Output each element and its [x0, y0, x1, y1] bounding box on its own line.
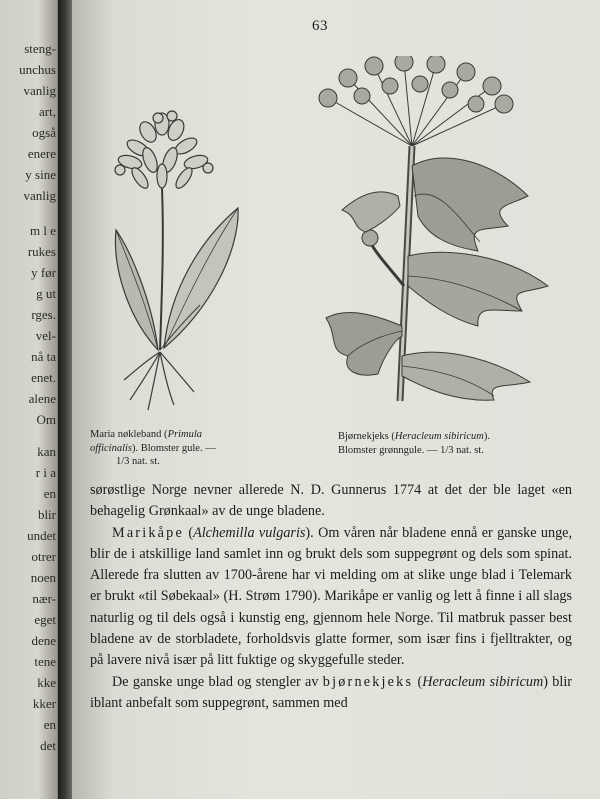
marikape-text: Om våren når bladene ennå er ganske unge, blir de i atskillige land samlet inn og brukt dels som suppegrønt og dels som spinat. Allerede fra slutten av 1700-årene har vi melding om at slike unge blad i Telemark er brukt «til Søbekaal» (H. Strøm 1790). Marikåpe er vanlig og lett å finne i all slags naturlig og til dels også i kunstig eng, gjennom hele Norge. Til matbruk passer best bladene av de storbladete, forholdsvis glatte former, som især fins i fjelltrakter, og på lavere nivå især på litt fuktige og skyggefulle steder. [90, 524, 573, 669]
bjornekjeks-text: blir iblant anbefalt som suppegrønt, sammen med [90, 673, 572, 711]
latin-heracleum: Heracleum sibiricum [422, 673, 544, 690]
left-page-line: y før [31, 265, 56, 280]
left-page-line: r i a [35, 465, 56, 480]
term-marikape: Marikåpe [112, 524, 184, 541]
left-page-line: vanlig [23, 188, 56, 203]
left-facing-page [0, 0, 64, 799]
left-page-line: rges. [31, 307, 56, 322]
term-bjornekjeks: bjørnekjeks [322, 673, 414, 690]
paragraph-bjornekjeks: De ganske unge blad og stengler av bjørnekjeks (Heracleum sibiricum) blir iblant anbefalt som suppegrønt, sammen med [90, 673, 572, 711]
primula-caption-text: Maria nøkleband ( [90, 429, 168, 440]
primula-caption [90, 428, 270, 469]
left-page-line: nær- [32, 591, 56, 606]
left-page-line: kan [37, 444, 56, 459]
left-page-line: enere [27, 146, 56, 161]
left-page-line: m l e [30, 223, 56, 238]
body-text [90, 480, 572, 714]
left-page-line: unchus [19, 62, 56, 77]
primula-color: ). Blomster gule. — [132, 442, 216, 454]
primula-genus: Primula [167, 429, 202, 440]
paragraph-gunnerus: sørøstlige Norge nevner allerede N. D. Gunnerus 1774 at det der ble laget «en behagelig Grønkaal» av de unge bladene. [90, 482, 572, 520]
left-page-line: undet [27, 528, 56, 543]
left-page-line: y sine [25, 167, 56, 182]
left-page-line: en [43, 717, 56, 732]
left-page-line: noen [30, 570, 56, 585]
left-page-line: steng- [24, 41, 56, 56]
left-page-line: art, [39, 104, 56, 119]
primula-species: officinalis [90, 442, 132, 454]
left-page-line: tene [34, 654, 56, 669]
left-page-line: rukes [27, 244, 56, 259]
left-page-line: kke [37, 675, 56, 690]
left-page-line: blir [37, 507, 56, 522]
paragraph-marikape: Marikåpe (Alchemilla vulgaris). Om våren når bladene ennå er ganske unge, blir de i atskillige land samlet inn og brukt dels som suppegrønt og dels som spinat. Allerede fra slutten av 1700-årene har vi melding om at slike unge blad i Telemark er brukt «til Søbekaal» (H. Strøm 1790). Marikåpe er vanlig og lett å finne i all slags naturlig og til dels også i kunstig eng, gjennom hele Norge. Til matbruk passer best bladene av de storbladete, forholdsvis glatte former, som især fins i fjelltrakter, og på lavere nivå især på litt fuktige og skyggefulle steder. [90, 524, 573, 669]
heracleum-caption-close: ). [483, 431, 490, 442]
heracleum-color-scale: Blomster grønngule. — 1/3 nat. st. [338, 444, 484, 456]
left-page-line: en [43, 486, 56, 501]
heracleum-caption-text: Bjørnekjeks ( [338, 431, 395, 442]
left-page-line: det [40, 738, 56, 753]
left-page-line: eget [34, 612, 56, 627]
left-page-line: nå ta [31, 349, 56, 364]
left-page-line: Om [36, 412, 56, 427]
primula-scale: 1/3 nat. st. [116, 456, 160, 467]
left-page-line: kker [32, 696, 56, 711]
left-page-line: alene [28, 391, 56, 406]
left-page-line: otrer [31, 549, 56, 564]
left-page-line: vel- [35, 328, 56, 343]
left-page-line: også [32, 125, 56, 140]
right-page [72, 0, 600, 799]
latin-alchemilla: Alchemilla vulgaris [193, 524, 306, 541]
left-page-line: g ut [36, 286, 56, 301]
left-page-line: enet. [31, 370, 56, 385]
heracleum-illustration [308, 56, 598, 412]
heracleum-latin-name: Heracleum sibiricum [394, 431, 484, 442]
bjornekjeks-intro: De ganske unge blad og stengler av [112, 673, 319, 690]
page-number: 63 [312, 18, 328, 34]
heracleum-caption [338, 430, 578, 457]
primula-illustration [90, 100, 260, 415]
left-page-line: vanlig [23, 83, 56, 98]
left-page-line: dene [31, 633, 56, 648]
